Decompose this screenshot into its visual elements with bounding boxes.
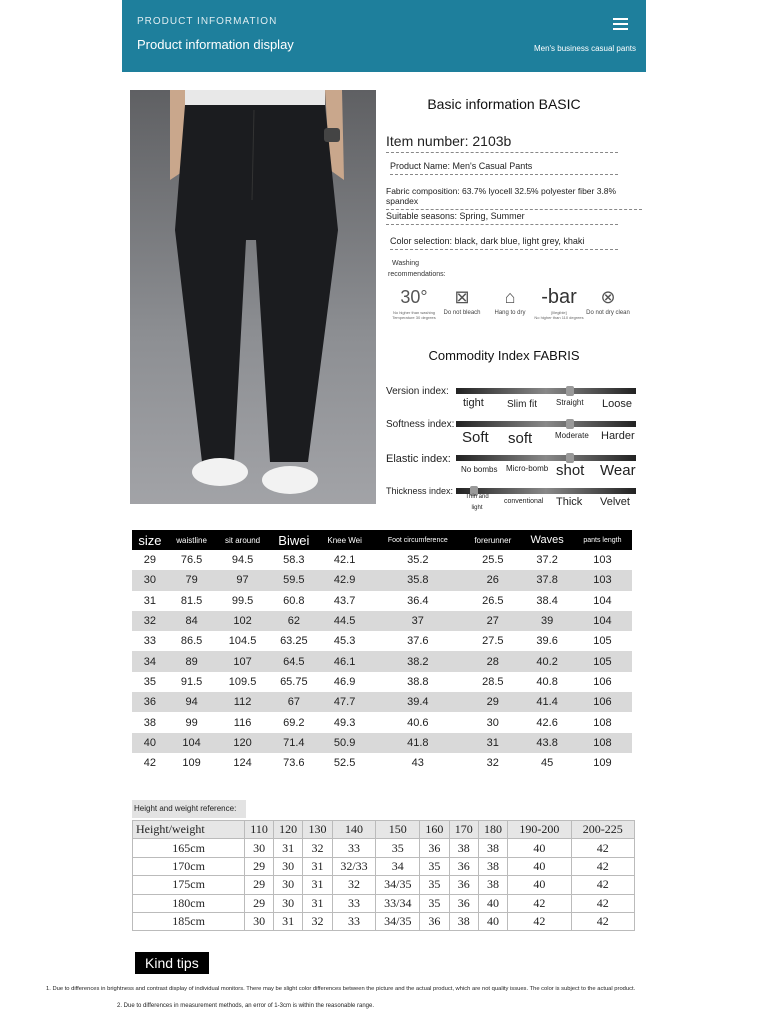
size-col-header: Foot circumference xyxy=(371,530,464,550)
size-table-cell: 67 xyxy=(270,692,318,712)
size-table-cell: 94 xyxy=(168,692,216,712)
height-weight-cell: 42 xyxy=(571,857,634,875)
height-weight-table xyxy=(132,820,635,931)
height-weight-cell: 29 xyxy=(245,857,274,875)
size-table-cell: 104 xyxy=(593,594,612,607)
size-table-row xyxy=(132,550,632,570)
height-weight-row xyxy=(133,876,635,894)
size-col-header: forerunner xyxy=(464,530,521,550)
size-table-cell: 104.5 xyxy=(228,635,257,648)
size-table-cell: 37.6 xyxy=(407,635,429,648)
height-weight-cell: 42 xyxy=(571,894,634,912)
size-table-cell: 29 xyxy=(464,692,521,712)
product-photo xyxy=(130,90,376,504)
height-weight-col-header: 190-200 xyxy=(508,821,571,839)
size-table-cell: 107 xyxy=(215,651,269,671)
height-weight-cell: 42 xyxy=(571,912,634,930)
size-table-row xyxy=(132,591,632,611)
softness-option-2: soft xyxy=(508,430,533,447)
size-table-cell: 99 xyxy=(185,716,198,729)
height-weight-cell: 40 xyxy=(478,894,507,912)
size-table-cell: 106 xyxy=(593,675,612,688)
size-table-cell: 45.3 xyxy=(333,635,356,648)
size-table-cell: 102 xyxy=(215,611,269,631)
size-table-cell: 38 xyxy=(143,716,157,729)
size-table-cell: 32 xyxy=(486,757,499,770)
size-table-cell: 60.8 xyxy=(283,594,305,607)
size-table-cell: 49.3 xyxy=(333,716,356,729)
tip-note-2: 2. Due to differences in measurement methods, an error of 1-3cm is within the reasonable range. xyxy=(117,1003,375,1009)
size-table-cell: 120 xyxy=(215,733,269,753)
elastic-option-4: Wear xyxy=(600,462,636,479)
height-weight-cell: 31 xyxy=(273,912,302,930)
fabric-composition: Fabric composition: 63.7% lyocell 32.5% polyester fiber 3.8% spandex xyxy=(386,186,642,210)
size-table-cell: 36 xyxy=(132,692,168,712)
height-weight-cell: 33/34 xyxy=(376,894,420,912)
size-table-cell: 33 xyxy=(143,635,157,648)
size-table-cell: 62 xyxy=(270,611,318,631)
height-weight-cell: 38 xyxy=(478,857,507,875)
height-weight-cell: 42 xyxy=(508,894,571,912)
size-table-row xyxy=(132,672,632,692)
height-weight-cell: 30 xyxy=(273,894,302,912)
version-option-3: Straight xyxy=(556,398,584,407)
height-weight-cell: 38 xyxy=(449,839,478,857)
height-weight-cell: 40 xyxy=(508,839,571,857)
height-weight-cell: 32 xyxy=(332,876,376,894)
elastic-option-2: Micro-bomb xyxy=(506,464,549,473)
size-table-row xyxy=(132,712,632,732)
size-table-cell: 30 xyxy=(132,570,168,590)
size-table-cell: 59.5 xyxy=(270,570,318,590)
size-table-cell: 65.75 xyxy=(280,675,308,688)
size-table-cell: 64.5 xyxy=(270,651,318,671)
size-table-header xyxy=(132,530,632,550)
size-col-header: sit around xyxy=(215,530,269,550)
size-table-row xyxy=(132,611,632,631)
height-weight-row xyxy=(133,857,635,875)
size-table-cell: 104 xyxy=(168,733,216,753)
softness-index-label: Softness index: xyxy=(386,419,455,430)
size-table-cell: 105 xyxy=(593,635,612,648)
elastic-option-3: shot xyxy=(556,462,585,479)
height-weight-label: Height and weight reference: xyxy=(132,800,246,818)
size-table-cell: 104 xyxy=(573,611,632,631)
size-table-cell: 28.5 xyxy=(482,675,504,688)
size-table-cell: 46.9 xyxy=(333,675,356,688)
thickness-option-4: Velvet xyxy=(600,496,630,508)
height-weight-cell: 32 xyxy=(303,912,332,930)
size-table-cell: 36.4 xyxy=(407,594,429,607)
size-table-row xyxy=(132,692,632,712)
size-table-cell: 40.6 xyxy=(407,716,429,729)
no-bleach-icon: ⊠ Do not bleach xyxy=(443,287,481,316)
height-weight-cell: 175cm xyxy=(133,876,245,894)
size-col-header: Waves xyxy=(521,530,572,550)
size-table-cell: 116 xyxy=(233,716,252,729)
size-table-cell: 105 xyxy=(573,651,632,671)
height-weight-cell: 30 xyxy=(245,839,274,857)
size-table-cell: 41.8 xyxy=(371,733,464,753)
height-weight-cell: 31 xyxy=(273,839,302,857)
size-table-cell: 124 xyxy=(233,757,252,770)
size-table-cell: 69.2 xyxy=(283,716,305,729)
size-table-cell: 31 xyxy=(143,594,157,607)
size-table-cell: 40.8 xyxy=(536,675,558,688)
height-weight-cell: 38 xyxy=(478,876,507,894)
height-weight-cell: 40 xyxy=(508,857,571,875)
size-table-cell: 42 xyxy=(143,757,157,770)
size-table-cell: 28 xyxy=(464,651,521,671)
size-table-cell: 44.5 xyxy=(318,611,372,631)
size-table-row xyxy=(132,631,632,651)
size-table-cell: 84 xyxy=(168,611,216,631)
size-table-cell: 97 xyxy=(215,570,269,590)
height-weight-cell: 36 xyxy=(420,839,449,857)
height-weight-col-header: Height/weight xyxy=(133,821,245,839)
elastic-index-bar xyxy=(456,455,636,461)
size-table-cell: 109 xyxy=(593,757,612,770)
size-col-header: pants length xyxy=(573,530,632,550)
size-table-cell: 94.5 xyxy=(231,554,254,567)
height-weight-col-header: 180 xyxy=(478,821,507,839)
softness-option-1: Soft xyxy=(462,429,489,446)
height-weight-body xyxy=(133,839,635,931)
height-weight-col-header: 200-225 xyxy=(571,821,634,839)
height-weight-cell: 33 xyxy=(332,894,376,912)
size-table-cell: 35.8 xyxy=(371,570,464,590)
size-table-cell: 103 xyxy=(593,554,612,567)
size-table-cell: 31 xyxy=(464,733,521,753)
size-table-cell: 108 xyxy=(573,733,632,753)
size-col-header: waistline xyxy=(168,530,216,550)
size-table-cell: 108 xyxy=(593,716,612,729)
size-table-cell: 112 xyxy=(215,692,269,712)
size-table-cell: 35 xyxy=(143,675,157,688)
size-table-row xyxy=(132,753,632,773)
size-table-cell: 81.5 xyxy=(180,594,203,607)
height-weight-cell: 165cm xyxy=(133,839,245,857)
height-weight-cell: 30 xyxy=(245,912,274,930)
height-weight-cell: 36 xyxy=(449,876,478,894)
menu-icon[interactable] xyxy=(613,18,628,30)
size-table-cell: 32 xyxy=(132,611,168,631)
washing-label: Washing recommendations: xyxy=(388,260,446,278)
size-table xyxy=(132,530,632,773)
elastic-option-1: No bombs xyxy=(461,465,498,474)
thickness-option-2: conventional xyxy=(504,498,544,505)
height-weight-col-header: 160 xyxy=(420,821,449,839)
size-table-body xyxy=(132,550,632,773)
color-selection: Color selection: black, dark blue, light grey, khaki xyxy=(390,236,618,250)
size-col-header: size xyxy=(132,530,168,550)
size-table-cell: 35.2 xyxy=(407,554,429,567)
size-table-cell: 27 xyxy=(464,611,521,631)
version-option-2: Slim fit xyxy=(507,399,537,410)
height-weight-row xyxy=(133,839,635,857)
size-table-cell: 63.25 xyxy=(280,635,308,648)
height-weight-cell: 29 xyxy=(245,894,274,912)
elastic-index-label: Elastic index: xyxy=(386,453,451,465)
softness-option-4: Harder xyxy=(601,430,635,442)
size-table-cell: 38.8 xyxy=(407,675,429,688)
height-weight-row xyxy=(133,912,635,930)
height-weight-cell: 33 xyxy=(332,839,376,857)
header-title: Product information display xyxy=(137,37,294,52)
height-weight-col-header: 150 xyxy=(376,821,420,839)
thickness-option-1: Thin and light xyxy=(465,494,489,511)
basic-info-heading: Basic information BASIC xyxy=(427,96,581,112)
kind-tips-heading: Kind tips xyxy=(135,952,209,974)
height-weight-cell: 35 xyxy=(420,857,449,875)
product-name: Product Name: Men's Casual Pants xyxy=(390,161,618,175)
version-index-label: Version index: xyxy=(386,386,449,397)
height-weight-cell: 42 xyxy=(571,839,634,857)
size-table-cell: 76.5 xyxy=(180,554,203,567)
height-weight-cell: 36 xyxy=(420,912,449,930)
size-table-cell: 52.5 xyxy=(333,757,356,770)
size-table-cell: 26 xyxy=(464,570,521,590)
size-table-cell: 41.4 xyxy=(521,692,572,712)
height-weight-cell: 33 xyxy=(332,912,376,930)
height-weight-cell: 30 xyxy=(273,876,302,894)
height-weight-cell: 31 xyxy=(303,876,332,894)
size-table-cell: 40.2 xyxy=(521,651,572,671)
size-table-cell: 43.8 xyxy=(521,733,572,753)
version-index-marker xyxy=(566,386,574,396)
height-weight-cell: 34/35 xyxy=(376,876,420,894)
size-col-header: Biwei xyxy=(270,530,318,550)
item-number: Item number: 2103b xyxy=(386,133,618,153)
softness-index-marker xyxy=(566,419,574,429)
size-table-cell: 79 xyxy=(168,570,216,590)
size-table-cell: 47.7 xyxy=(318,692,372,712)
suitable-seasons: Suitable seasons: Spring, Summer xyxy=(386,211,618,225)
size-table-row xyxy=(132,651,632,671)
softness-index-bar xyxy=(456,421,636,427)
height-weight-cell: 31 xyxy=(303,894,332,912)
height-weight-cell: 36 xyxy=(449,894,478,912)
size-table-cell: 42.1 xyxy=(333,554,356,567)
tip-note-1: 1. Due to differences in brightness and contrast display of individual monitors. There may be slight color differences between the picture and the actual product, which are not quality issues. The color is subject to the actual product. xyxy=(46,986,636,992)
size-table-cell: 37.8 xyxy=(521,570,572,590)
softness-option-3: Moderate xyxy=(555,431,589,440)
height-weight-cell: 42 xyxy=(508,912,571,930)
height-weight-cell: 34 xyxy=(376,857,420,875)
height-weight-cell: 180cm xyxy=(133,894,245,912)
size-table-cell: 38.4 xyxy=(536,594,558,607)
size-table-cell: 29 xyxy=(143,554,157,567)
height-weight-cell: 38 xyxy=(478,839,507,857)
wash-tub-icon: 30° No higher than washing Temperature 30 degrees xyxy=(392,287,436,320)
version-option-4: Loose xyxy=(602,398,632,410)
commodity-index-heading: Commodity Index FABRIS xyxy=(428,348,580,363)
size-table-cell: 26.5 xyxy=(482,594,504,607)
size-table-cell: 45 xyxy=(540,757,554,770)
size-table-row xyxy=(132,733,632,753)
size-table-cell: 39.6 xyxy=(536,635,558,648)
height-weight-header xyxy=(133,821,635,839)
height-weight-col-header: 170 xyxy=(449,821,478,839)
size-table-cell: 37 xyxy=(371,611,464,631)
thickness-index-label: Thickness index: xyxy=(386,486,454,496)
height-weight-cell: 29 xyxy=(245,876,274,894)
height-weight-cell: 31 xyxy=(303,857,332,875)
height-weight-cell: 32/33 xyxy=(332,857,376,875)
height-weight-cell: 38 xyxy=(449,912,478,930)
height-weight-cell: 34/35 xyxy=(376,912,420,930)
size-table-cell: 39.4 xyxy=(371,692,464,712)
thickness-option-3: Thick xyxy=(556,496,583,508)
height-weight-row xyxy=(133,894,635,912)
height-weight-cell: 32 xyxy=(303,839,332,857)
size-table-cell: 109 xyxy=(182,757,201,770)
height-weight-cell: 185cm xyxy=(133,912,245,930)
size-table-cell: 39 xyxy=(521,611,572,631)
size-table-row xyxy=(132,570,632,590)
height-weight-col-header: 140 xyxy=(332,821,376,839)
size-table-cell: 43.7 xyxy=(333,594,356,607)
size-table-cell: 25.5 xyxy=(482,554,504,567)
size-table-cell: 42.9 xyxy=(318,570,372,590)
size-table-cell: 73.6 xyxy=(283,757,305,770)
version-option-1: tight xyxy=(463,397,484,409)
size-table-cell: 27.5 xyxy=(482,635,504,648)
iron-icon: -bar [illegible] No higher than 110 degrees xyxy=(534,286,584,320)
pants-illustration xyxy=(130,90,376,504)
height-weight-col-header: 130 xyxy=(303,821,332,839)
header-subtitle: PRODUCT INFORMATION xyxy=(137,16,278,27)
height-weight-cell: 42 xyxy=(571,876,634,894)
size-table-cell: 46.1 xyxy=(318,651,372,671)
size-table-cell: 106 xyxy=(573,692,632,712)
size-table-cell: 37.2 xyxy=(536,554,558,567)
size-table-cell: 38.2 xyxy=(371,651,464,671)
size-table-cell: 89 xyxy=(168,651,216,671)
size-table-cell: 109.5 xyxy=(228,675,257,688)
height-weight-cell: 35 xyxy=(376,839,420,857)
size-table-cell: 43 xyxy=(411,757,424,770)
size-table-cell: 91.5 xyxy=(180,675,203,688)
height-weight-cell: 40 xyxy=(478,912,507,930)
height-weight-cell: 35 xyxy=(420,876,449,894)
height-weight-cell: 30 xyxy=(273,857,302,875)
hang-dry-icon: ⌂ Hang to dry xyxy=(494,287,526,316)
height-weight-cell: 40 xyxy=(508,876,571,894)
size-table-cell: 58.3 xyxy=(283,554,305,567)
size-table-cell: 34 xyxy=(132,651,168,671)
size-table-cell: 86.5 xyxy=(180,635,203,648)
height-weight-cell: 36 xyxy=(449,857,478,875)
page-header xyxy=(122,0,646,72)
size-table-cell: 40 xyxy=(132,733,168,753)
size-table-cell: 50.9 xyxy=(318,733,372,753)
height-weight-cell: 170cm xyxy=(133,857,245,875)
size-table-cell: 99.5 xyxy=(231,594,254,607)
height-weight-col-header: 120 xyxy=(273,821,302,839)
no-dry-clean-icon: ⊗ Do not dry clean xyxy=(586,287,630,316)
version-index-bar xyxy=(456,388,636,394)
size-table-cell: 42.6 xyxy=(536,716,558,729)
height-weight-cell: 35 xyxy=(420,894,449,912)
size-col-header: Knee Wei xyxy=(318,530,372,550)
header-product-type: Men's business casual pants xyxy=(533,44,636,53)
height-weight-col-header: 110 xyxy=(245,821,274,839)
size-table-cell: 30 xyxy=(486,716,499,729)
size-table-cell: 103 xyxy=(573,570,632,590)
size-table-cell: 71.4 xyxy=(270,733,318,753)
